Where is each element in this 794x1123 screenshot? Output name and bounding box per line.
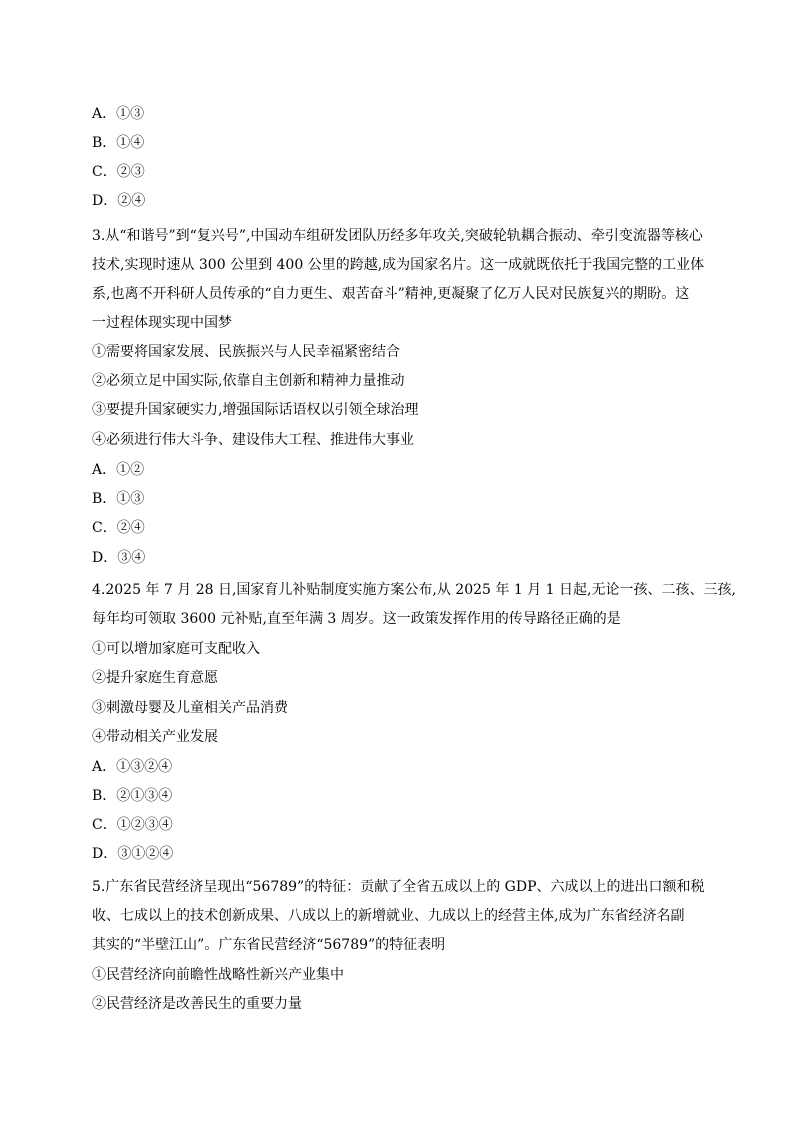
q5-stem-line: 收、七成以上的技术创新成果、八成以上的新增就业、九成以上的经营主体,成为广东省经济名副 — [92, 908, 685, 924]
q3-option-a: A．①② — [92, 462, 145, 478]
q5-statement-2: ②民营经济是改善民生的重要力量 — [92, 996, 302, 1012]
q4-statement-1: ①可以增加家庭可支配收入 — [92, 641, 260, 657]
q3-stem-line: 系,也离不开科研人员传承的“自力更生、艰苦奋斗”精神,更凝聚了亿万人民对民族复兴的期盼。这 — [92, 286, 690, 302]
q5-stem-line: 5.广东省民营经济呈现出“56789”的特征：贡献了全省五成以上的 GDP、六成以上的进出口额和税 — [92, 879, 705, 895]
q5-stem-line: 其实的“半壁江山”。广东省民营经济“56789”的特征表明 — [92, 937, 446, 953]
q2-option-a: A．①③ — [92, 106, 145, 122]
q4-option-a: A．①③②④ — [92, 759, 173, 775]
q4-statement-4: ④带动相关产业发展 — [92, 729, 218, 745]
q4-statement-2: ②提升家庭生育意愿 — [92, 670, 218, 686]
q2-option-d: D．②④ — [92, 193, 146, 209]
q3-statement-2: ②必须立足中国实际,依靠自主创新和精神力量推动 — [92, 373, 405, 389]
q3-statement-3: ③要提升国家硬实力,增强国际话语权以引领全球治理 — [92, 402, 419, 418]
q4-statement-3: ③刺激母婴及儿童相关产品消费 — [92, 700, 288, 716]
q2-option-b: B．①④ — [92, 135, 145, 151]
q4-stem-line: 每年均可领取 3600 元补贴,直至年满 3 周岁。这一政策发挥作用的传导路径正确的是 — [92, 611, 621, 627]
q3-statement-1: ①需要将国家发展、民族振兴与人民幸福紧密结合 — [92, 344, 400, 360]
q3-statement-4: ④必须进行伟大斗争、建设伟大工程、推进伟大事业 — [92, 432, 414, 448]
q4-option-b: B．②①③④ — [92, 788, 173, 804]
q3-option-c: C．②④ — [92, 520, 145, 536]
q5-statement-1: ①民营经济向前瞻性战略性新兴产业集中 — [92, 967, 344, 983]
q3-stem-line: 技术,实现时速从 300 公里到 400 公里的跨越,成为国家名片。这一成就既依托于我国完整的工业体 — [92, 257, 705, 273]
q4-option-d: D．③①②④ — [92, 846, 174, 862]
q2-option-c: C．②③ — [92, 164, 145, 180]
q3-stem-line: 3.从“和谐号”到“复兴号”,中国动车组研发团队历经多年攻关,突破轮轨耦合振动、牵引变流器等核心 — [92, 228, 703, 244]
q3-option-d: D．③④ — [92, 550, 146, 566]
q4-stem-line: 4.2025 年 7 月 28 日,国家育儿补贴制度实施方案公布,从 2025 年 1 月 1 日起,无论一孩、二孩、三孩, — [92, 582, 736, 598]
q3-stem-line: 一过程体现实现中国梦 — [92, 315, 232, 331]
q3-option-b: B．①③ — [92, 491, 145, 507]
q4-option-c: C．①②③④ — [92, 817, 173, 833]
